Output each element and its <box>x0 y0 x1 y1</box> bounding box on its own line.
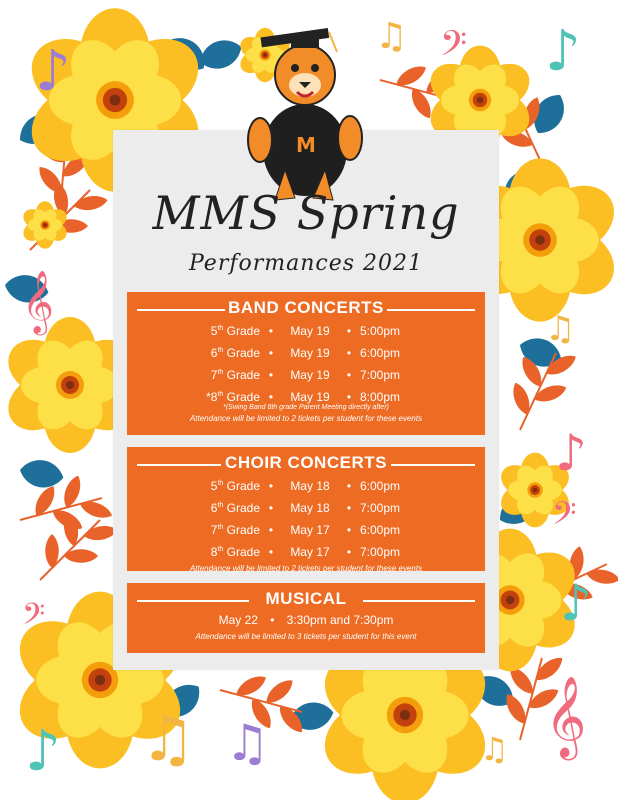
grade-suffix: th <box>217 347 224 354</box>
grade-word: Grade <box>226 324 260 338</box>
choir-schedule <box>127 474 485 562</box>
separator: • <box>346 501 352 515</box>
grade-suffix: th <box>217 502 224 509</box>
band-schedule <box>127 319 485 407</box>
separator: • <box>268 324 274 338</box>
choir-heading <box>127 452 485 474</box>
grade-suffix: th <box>217 480 224 487</box>
band-attendance: Attendance will be limited to 2 tickets per student for these events <box>189 414 423 423</box>
event-date: May 17 <box>290 523 330 537</box>
separator: • <box>346 390 352 404</box>
separator: • <box>268 545 274 559</box>
svg-text:𝄞: 𝄞 <box>545 675 587 757</box>
svg-text:♪: ♪ <box>560 574 592 632</box>
grade <box>192 496 260 518</box>
grade-word: Grade <box>226 368 260 382</box>
musical-panel <box>127 583 485 653</box>
event-time: 8:00pm <box>360 390 401 404</box>
separator: • <box>268 390 274 404</box>
separator: • <box>346 545 352 559</box>
grade-number: *8 <box>206 390 218 404</box>
svg-text:♫: ♫ <box>140 702 196 775</box>
event-time: 7:00pm <box>360 545 401 559</box>
musical-heading <box>127 588 485 610</box>
grade-suffix: th <box>217 524 224 531</box>
musical-attendance: Attendance will be limited to 3 tickets per student for this event <box>195 632 417 641</box>
grade-word: Grade <box>226 479 260 493</box>
separator: • <box>268 368 274 382</box>
event-date: May 19 <box>290 368 330 382</box>
event-time: 6:00pm <box>360 479 401 493</box>
grade <box>192 474 260 496</box>
choir-row <box>127 474 485 496</box>
svg-text:𝄢: 𝄢 <box>22 598 46 639</box>
musical-heading-text: MUSICAL <box>265 589 347 608</box>
grade <box>192 363 260 385</box>
event-time: 5:00pm <box>360 324 401 338</box>
svg-text:♪: ♪ <box>35 39 71 104</box>
grade-number: 5 <box>210 479 218 493</box>
separator: • <box>270 613 275 627</box>
musical-row <box>127 610 485 630</box>
choir-concerts-panel <box>127 447 485 571</box>
grade-number: 7 <box>210 523 218 537</box>
grade-suffix: th <box>217 391 224 398</box>
band-heading-text: BAND CONCERTS <box>228 298 384 317</box>
grade <box>192 341 260 363</box>
poster-subtitle: Performances 2021 <box>188 251 423 276</box>
grade-number: 6 <box>210 501 218 515</box>
grade-number: 8 <box>210 545 218 559</box>
event-time: 7:00pm <box>360 501 401 515</box>
grade-word: Grade <box>226 545 260 559</box>
poster-title: MMS Spring <box>152 186 460 240</box>
svg-text:♫: ♫ <box>480 730 509 768</box>
svg-text:♫: ♫ <box>225 714 270 772</box>
event-date: May 19 <box>290 346 330 360</box>
grade-suffix: th <box>217 325 224 332</box>
separator: • <box>346 523 352 537</box>
separator: • <box>346 324 352 338</box>
grade-word: Grade <box>226 501 260 515</box>
separator: • <box>346 346 352 360</box>
band-note: *(Swing Band 8th grade Parent Meeting directly after) <box>223 404 389 411</box>
grade-suffix: th <box>217 369 224 376</box>
event-date: May 18 <box>290 479 330 493</box>
choir-attendance: Attendance will be limited to 2 tickets per student for these events <box>189 564 423 573</box>
choir-row <box>127 496 485 518</box>
band-row <box>127 319 485 341</box>
grade-word: Grade <box>226 523 260 537</box>
svg-text:𝄞: 𝄞 <box>22 270 54 333</box>
event-date: May 19 <box>290 390 330 404</box>
grade-word: Grade <box>226 346 260 360</box>
musical-date: May 22 <box>218 613 258 627</box>
svg-text:𝄢: 𝄢 <box>440 23 468 72</box>
svg-text:♫: ♫ <box>375 16 408 57</box>
musical-time: 3:30pm and 7:30pm <box>286 613 394 627</box>
band-heading <box>127 297 485 319</box>
grade-word: Grade <box>226 390 260 404</box>
separator: • <box>268 479 274 493</box>
choir-heading-text: CHOIR CONCERTS <box>225 453 387 472</box>
event-date: May 18 <box>290 501 330 515</box>
band-concerts-panel <box>127 292 485 435</box>
grade-number: 6 <box>210 346 218 360</box>
event-date: May 19 <box>290 324 330 338</box>
svg-text:♫: ♫ <box>545 309 576 349</box>
event-time: 6:00pm <box>360 346 401 360</box>
choir-row <box>127 540 485 562</box>
svg-text:𝄢: 𝄢 <box>552 495 577 539</box>
svg-text:♪: ♪ <box>25 719 61 784</box>
event-time: 7:00pm <box>360 368 401 382</box>
svg-text:♪: ♪ <box>555 424 587 482</box>
band-row <box>127 363 485 385</box>
band-row <box>127 341 485 363</box>
grade-number: 5 <box>210 324 218 338</box>
event-time: 6:00pm <box>360 523 401 537</box>
grade-number: 7 <box>210 368 218 382</box>
grade <box>192 319 260 341</box>
grade <box>192 518 260 540</box>
svg-text:♪: ♪ <box>545 19 581 84</box>
separator: • <box>346 368 352 382</box>
separator: • <box>268 346 274 360</box>
svg-text:M: M <box>296 133 316 157</box>
grade-suffix: th <box>217 546 224 553</box>
separator: • <box>268 523 274 537</box>
choir-row <box>127 518 485 540</box>
grade <box>192 540 260 562</box>
separator: • <box>346 479 352 493</box>
event-date: May 17 <box>290 545 330 559</box>
separator: • <box>268 501 274 515</box>
